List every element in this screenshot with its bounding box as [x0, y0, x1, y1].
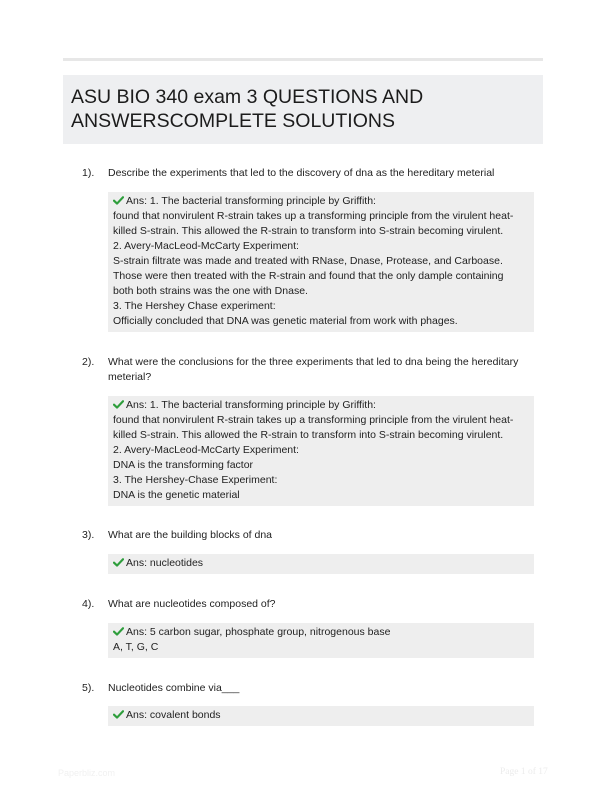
answer-line: both both strains was the one with Dnase.: [113, 285, 308, 297]
answer-line: A, T, G, C: [113, 641, 159, 653]
footer-watermark: Paperbliz.com: [58, 768, 116, 778]
question-text: What are nucleotides composed of?: [108, 598, 276, 610]
check-icon: [113, 558, 124, 567]
answer-text: Ans: covalent bonds: [126, 709, 221, 721]
check-icon: [113, 710, 124, 719]
question-text: Nucleotides combine via___: [108, 682, 240, 694]
answer-line: 2. Avery-MacLeod-McCarty Experiment:: [113, 444, 299, 456]
answer-line: Those were then treated with the R-strain and found that the only dample containing: [113, 270, 504, 282]
answer-line: Officially concluded that DNA was genetic material from work with phages.: [113, 315, 458, 327]
answer-line: [113, 556, 529, 571]
answer-line: [113, 194, 529, 209]
answer-line: [113, 625, 529, 640]
answer-line: found that nonvirulent R-strain takes up a transforming principle from the virulent heat-: [113, 414, 514, 426]
answer-line: found that nonvirulent R-strain takes up a transforming principle from the virulent heat-: [113, 210, 514, 222]
question-number: 1).: [82, 167, 95, 179]
answer-line: [113, 398, 529, 413]
answer-line: killed S-strain. This allowed the R-strain to transform into S-strain becoming virulent.: [113, 429, 504, 441]
answer-line: S-strain filtrate was made and treated with RNase, Dnase, Protease, and Carboase.: [113, 255, 503, 267]
check-icon: [113, 627, 124, 636]
question-text: Describe the experiments that led to the discovery of dna as the hereditary meterial: [108, 167, 495, 179]
answer-line: DNA is the genetic material: [113, 489, 240, 501]
question-number: 3).: [82, 529, 95, 541]
question-text: What were the conclusions for the three experiments that led to dna being the hereditary meterial?: [108, 356, 519, 383]
answer-text: Ans: nucleotides: [126, 557, 204, 569]
question-text: What are the building blocks of dna: [108, 529, 273, 541]
top-divider: [63, 58, 543, 61]
answer-line: killed S-strain. This allowed the R-strain to transform into S-strain becoming virulent.: [113, 225, 504, 237]
question-number: 4).: [82, 598, 95, 610]
answer-box-2: [108, 396, 534, 506]
question-number: 2).: [82, 356, 95, 368]
answer-text: Ans: 1. The bacterial transforming principle by Griffith:: [126, 399, 376, 411]
answer-line: [113, 708, 529, 723]
check-icon: [113, 400, 124, 409]
title-banner: [63, 75, 543, 144]
question-number: 5).: [82, 682, 95, 694]
page-title: [71, 85, 535, 133]
answer-line: 3. The Hershey-Chase Experiment:: [113, 474, 278, 486]
answer-box-1: [108, 192, 534, 332]
answer-line: DNA is the transforming factor: [113, 459, 254, 471]
answer-text: Ans: 5 carbon sugar, phosphate group, nitrogenous base: [126, 626, 391, 638]
check-icon: [113, 196, 124, 205]
answer-box-5: [108, 706, 534, 726]
answer-text: Ans: 1. The bacterial transforming principle by Griffith:: [126, 195, 376, 207]
answer-line: 3. The Hershey Chase experiment:: [113, 300, 276, 312]
page-title-line-2: ANSWERSCOMPLETE SOLUTIONS: [71, 110, 395, 132]
page-title-line-1: ASU BIO 340 exam 3 QUESTIONS AND: [71, 86, 424, 108]
answer-line: 2. Avery-MacLeod-McCarty Experiment:: [113, 240, 299, 252]
answer-box-4: [108, 623, 534, 658]
answer-box-3: [108, 554, 534, 574]
page-number: Page 1 of 17: [500, 767, 548, 777]
